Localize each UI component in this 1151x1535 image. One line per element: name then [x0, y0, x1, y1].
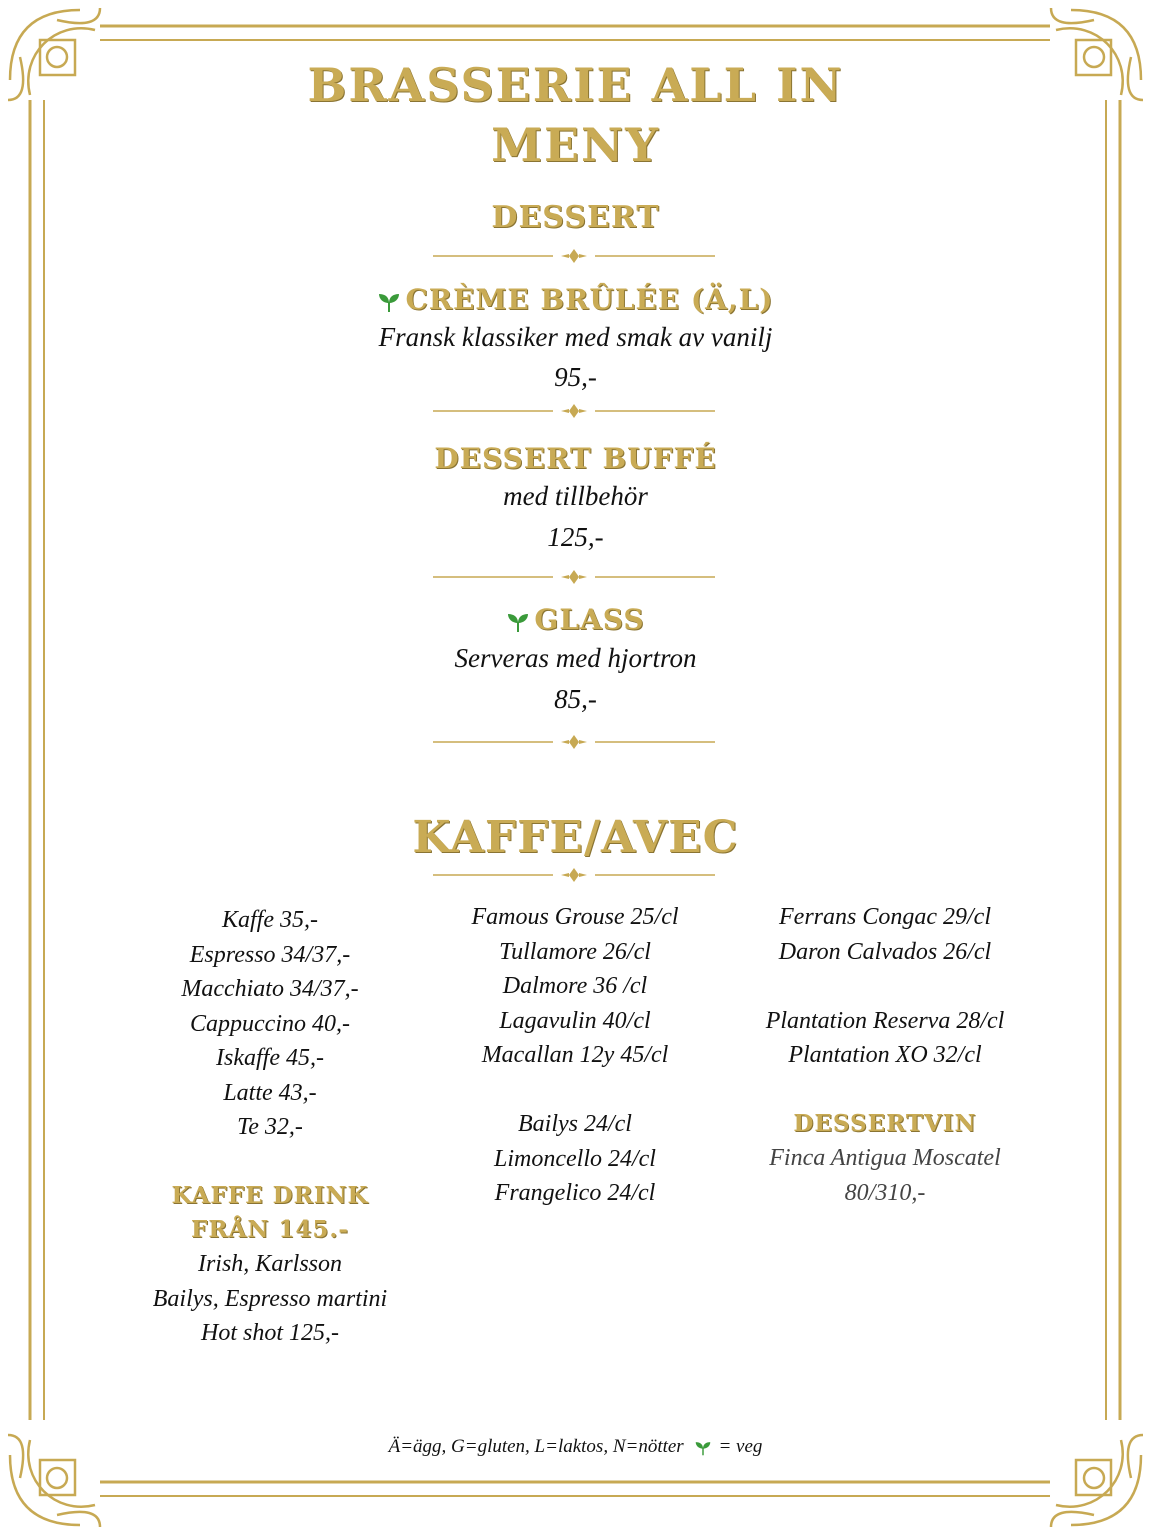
menu-item-price: 85,- — [554, 684, 597, 714]
list-item: Macallan 12y 45/cl — [481, 1042, 669, 1068]
list-item: Tullamore 26/cl — [499, 938, 651, 965]
list-item: 80/310,- — [844, 1179, 926, 1206]
ornamental-divider — [433, 401, 715, 421]
list-item: Latte 43,- — [223, 1079, 317, 1106]
page-title: BRASSERIE ALL IN — [307, 58, 844, 112]
list-item: Kaffe 35,- — [222, 907, 318, 933]
list-item: Plantation XO 32/cl — [788, 1042, 982, 1068]
cognac-column — [735, 900, 1035, 1210]
veg-leaf-icon — [377, 291, 401, 313]
list-item: Macchiato 34/37,- — [181, 976, 359, 1002]
menu-item-price: 95,- — [554, 362, 597, 392]
kaffe-drink-heading: KAFFE DRINK — [171, 1182, 369, 1209]
list-item: Ferrans Congac 29/cl — [779, 904, 991, 930]
list-item: Daron Calvados 26/cl — [778, 938, 992, 965]
ornamental-divider — [433, 567, 715, 587]
veg-leaf-icon — [506, 611, 530, 633]
allergen-legend: Ä=ägg, G=gluten, L=laktos, N=nötter = veg — [388, 1436, 763, 1457]
list-item: Limoncello 24/cl — [494, 1145, 656, 1172]
menu-item-name: DESSERT BUFFÉ — [434, 442, 717, 475]
menu-item-name: CRÈME BRÛLÉE (Ä,L) — [0, 283, 1151, 316]
section-heading-kaffe-avec: KAFFE/AVEC — [412, 812, 739, 863]
veg-leaf-icon — [694, 1440, 712, 1456]
menu-item-price: 125,- — [547, 522, 604, 552]
list-item: Famous Grouse 25/cl — [471, 904, 679, 930]
menu-item-description: Fransk klassiker med smak av vanilj — [378, 322, 773, 352]
page-subtitle: MENY — [491, 118, 660, 172]
list-item: Finca Antigua Moscatel — [769, 1145, 1001, 1171]
list-item: Iskaffe 45,- — [216, 1045, 324, 1071]
list-item: Frangelico 24/cl — [494, 1180, 656, 1206]
list-item: Hot shot 125,- — [201, 1320, 339, 1346]
menu-item-description: med tillbehör — [503, 481, 648, 511]
ornamental-divider — [433, 865, 715, 885]
list-item: Lagavulin 40/cl — [499, 1007, 651, 1034]
menu-item-description: Serveras med hjortron — [454, 643, 697, 673]
list-item: Te 32,- — [237, 1114, 303, 1140]
list-item: Plantation Reserva 28/cl — [765, 1007, 1005, 1034]
list-item: Irish, Karlsson — [197, 1251, 343, 1277]
coffee-column — [120, 903, 420, 1351]
menu-item-name: GLASS — [0, 603, 1151, 636]
list-item: Cappuccino 40,- — [190, 1010, 350, 1037]
list-item: Bailys 24/cl — [518, 1111, 632, 1137]
ornamental-divider — [433, 732, 715, 752]
section-heading-dessert: DESSERT — [491, 200, 660, 235]
list-item: Bailys, Espresso martini — [152, 1285, 388, 1312]
kaffe-drink-price: FRÅN 145.- — [191, 1216, 349, 1243]
spirits-column — [420, 900, 730, 1211]
dessertvin-heading: DESSERTVIN — [793, 1110, 977, 1137]
list-item: Dalmore 36 /cl — [502, 973, 648, 999]
list-item: Espresso 34/37,- — [189, 941, 351, 968]
ornamental-divider — [433, 246, 715, 266]
